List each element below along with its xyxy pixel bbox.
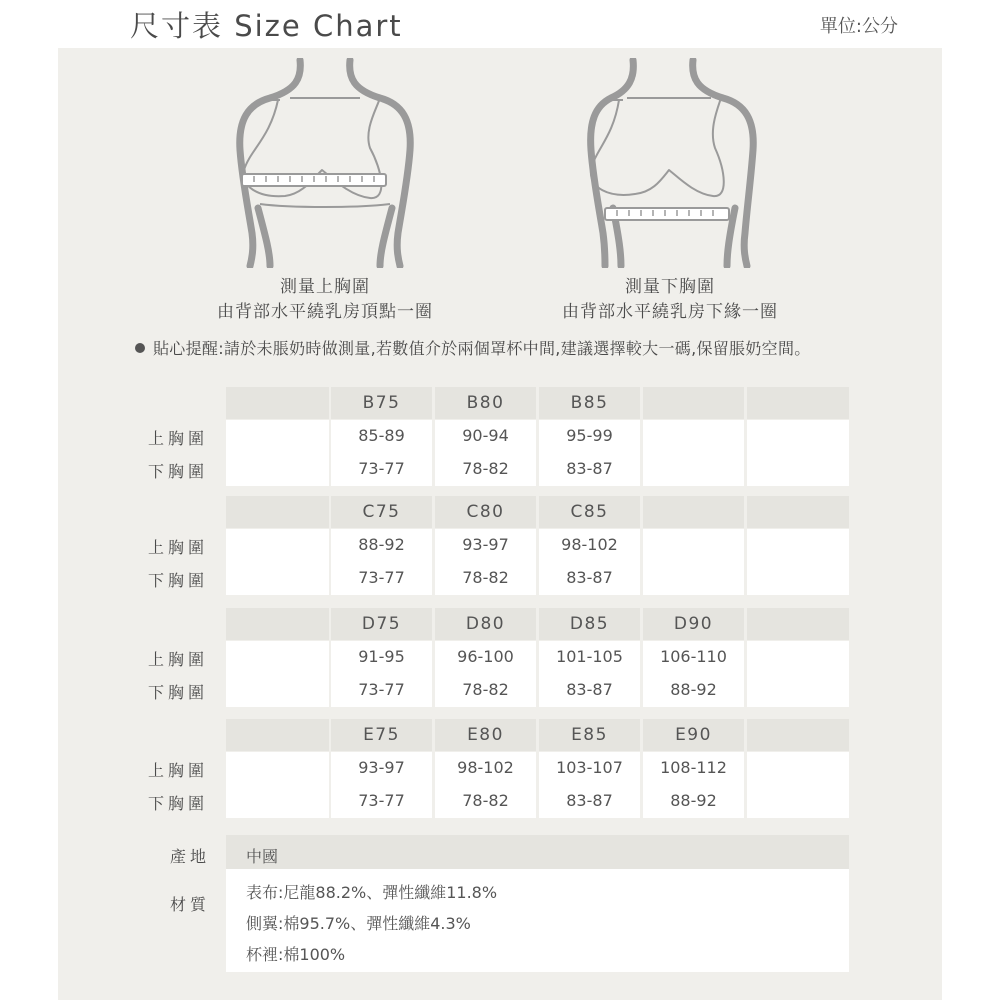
- unit-label: 單位:公分: [819, 16, 898, 37]
- label-cell: [226, 420, 329, 486]
- bullet-icon: [135, 343, 145, 353]
- origin-label: 產地: [170, 847, 211, 866]
- size-header: E85: [539, 719, 640, 751]
- lower-value: 78-82: [462, 568, 509, 587]
- upper-bust-illustration: [230, 58, 420, 268]
- measure-cell: [435, 420, 536, 486]
- measure-cell: [539, 641, 640, 707]
- upper-value: 90-94: [462, 426, 509, 445]
- measure-cell: [747, 641, 849, 707]
- lower-value: 78-82: [462, 680, 509, 699]
- row-label-lower: 下胸圍: [148, 794, 209, 813]
- origin-value: 中國: [246, 847, 279, 866]
- upper-value: 101-105: [556, 647, 623, 666]
- measure-cell: [331, 641, 432, 707]
- size-header: [643, 496, 744, 528]
- lower-bust-caption-desc: 由背部水平繞乳房下緣一圈: [562, 302, 778, 322]
- row-label-upper: 上胸圍: [148, 761, 209, 780]
- measure-cell: [435, 641, 536, 707]
- size-header: D85: [539, 608, 640, 640]
- lower-value: 78-82: [462, 791, 509, 810]
- lower-value: 88-92: [670, 680, 717, 699]
- origin-row: [226, 835, 849, 869]
- lower-value: 73-77: [358, 791, 405, 810]
- size-header: D90: [643, 608, 744, 640]
- size-header: D80: [435, 608, 536, 640]
- measure-cell: [331, 752, 432, 818]
- upper-value: 88-92: [358, 535, 405, 554]
- lower-value: 83-87: [566, 568, 613, 587]
- size-header: D75: [331, 608, 432, 640]
- lower-value: 83-87: [566, 459, 613, 478]
- measure-cell: [747, 420, 849, 486]
- upper-bust-caption-desc: 由背部水平繞乳房頂點一圈: [217, 302, 433, 322]
- lower-value: 83-87: [566, 791, 613, 810]
- label-cell: [226, 529, 329, 595]
- page-title: 尺寸表 Size Chart: [130, 9, 403, 43]
- measure-cell: [643, 641, 744, 707]
- upper-bust-caption-title: 測量上胸圍: [280, 277, 370, 297]
- material-line: 側翼:棉95.7%、彈性纖維4.3%: [246, 914, 471, 933]
- header-blank: [226, 496, 329, 528]
- upper-value: 93-97: [358, 758, 405, 777]
- lower-value: 88-92: [670, 791, 717, 810]
- lower-value: 73-77: [358, 459, 405, 478]
- upper-value: 93-97: [462, 535, 509, 554]
- measure-cell: [331, 529, 432, 595]
- measure-cell: [643, 752, 744, 818]
- measure-cell: [747, 752, 849, 818]
- row-label-lower: 下胸圍: [148, 462, 209, 481]
- size-header: B85: [539, 387, 640, 419]
- measure-cell: [643, 529, 744, 595]
- upper-value: 98-102: [561, 535, 618, 554]
- fitting-notice-text: 貼心提醒:請於未脹奶時做測量,若數值介於兩個罩杯中間,建議選擇較大一碼,保留脹奶空間。: [153, 339, 811, 358]
- upper-value: 91-95: [358, 647, 405, 666]
- measure-cell: [747, 529, 849, 595]
- header-blank: [226, 719, 329, 751]
- measure-cell: [643, 420, 744, 486]
- size-header: [747, 719, 849, 751]
- size-header: C75: [331, 496, 432, 528]
- row-label-upper: 上胸圍: [148, 650, 209, 669]
- lower-value: 83-87: [566, 680, 613, 699]
- measure-cell: [539, 752, 640, 818]
- lower-value: 73-77: [358, 680, 405, 699]
- upper-value: 85-89: [358, 426, 405, 445]
- size-header: [747, 608, 849, 640]
- size-header: E75: [331, 719, 432, 751]
- upper-value: 108-112: [660, 758, 727, 777]
- lower-value: 78-82: [462, 459, 509, 478]
- header-blank: [226, 608, 329, 640]
- label-cell: [226, 641, 329, 707]
- size-header: E80: [435, 719, 536, 751]
- upper-bust-caption: [200, 275, 450, 325]
- row-label-upper: 上胸圍: [148, 429, 209, 448]
- upper-value: 95-99: [566, 426, 613, 445]
- upper-value: 98-102: [457, 758, 514, 777]
- measure-cell: [435, 529, 536, 595]
- measure-cell: [539, 420, 640, 486]
- lower-bust-illustration: [583, 58, 773, 268]
- size-header: C85: [539, 496, 640, 528]
- measure-cell: [539, 529, 640, 595]
- size-header: [747, 496, 849, 528]
- row-label-lower: 下胸圍: [148, 683, 209, 702]
- size-header: B75: [331, 387, 432, 419]
- fitting-notice: [135, 336, 811, 359]
- size-header: C80: [435, 496, 536, 528]
- lower-bust-caption-title: 測量下胸圍: [625, 277, 715, 297]
- measure-cell: [435, 752, 536, 818]
- material-line: 杯裡:棉100%: [246, 945, 346, 964]
- upper-value: 103-107: [556, 758, 623, 777]
- lower-bust-caption: [545, 275, 795, 325]
- size-header: B80: [435, 387, 536, 419]
- material-line: 表布:尼龍88.2%、彈性纖維11.8%: [246, 883, 498, 902]
- row-label-lower: 下胸圍: [148, 571, 209, 590]
- size-header: [747, 387, 849, 419]
- header-blank: [226, 387, 329, 419]
- size-header: E90: [643, 719, 744, 751]
- upper-value: 106-110: [660, 647, 727, 666]
- upper-value: 96-100: [457, 647, 514, 666]
- lower-value: 73-77: [358, 568, 405, 587]
- row-label-upper: 上胸圍: [148, 538, 209, 557]
- label-cell: [226, 752, 329, 818]
- material-label: 材質: [170, 895, 211, 914]
- size-header: [643, 387, 744, 419]
- measure-cell: [331, 420, 432, 486]
